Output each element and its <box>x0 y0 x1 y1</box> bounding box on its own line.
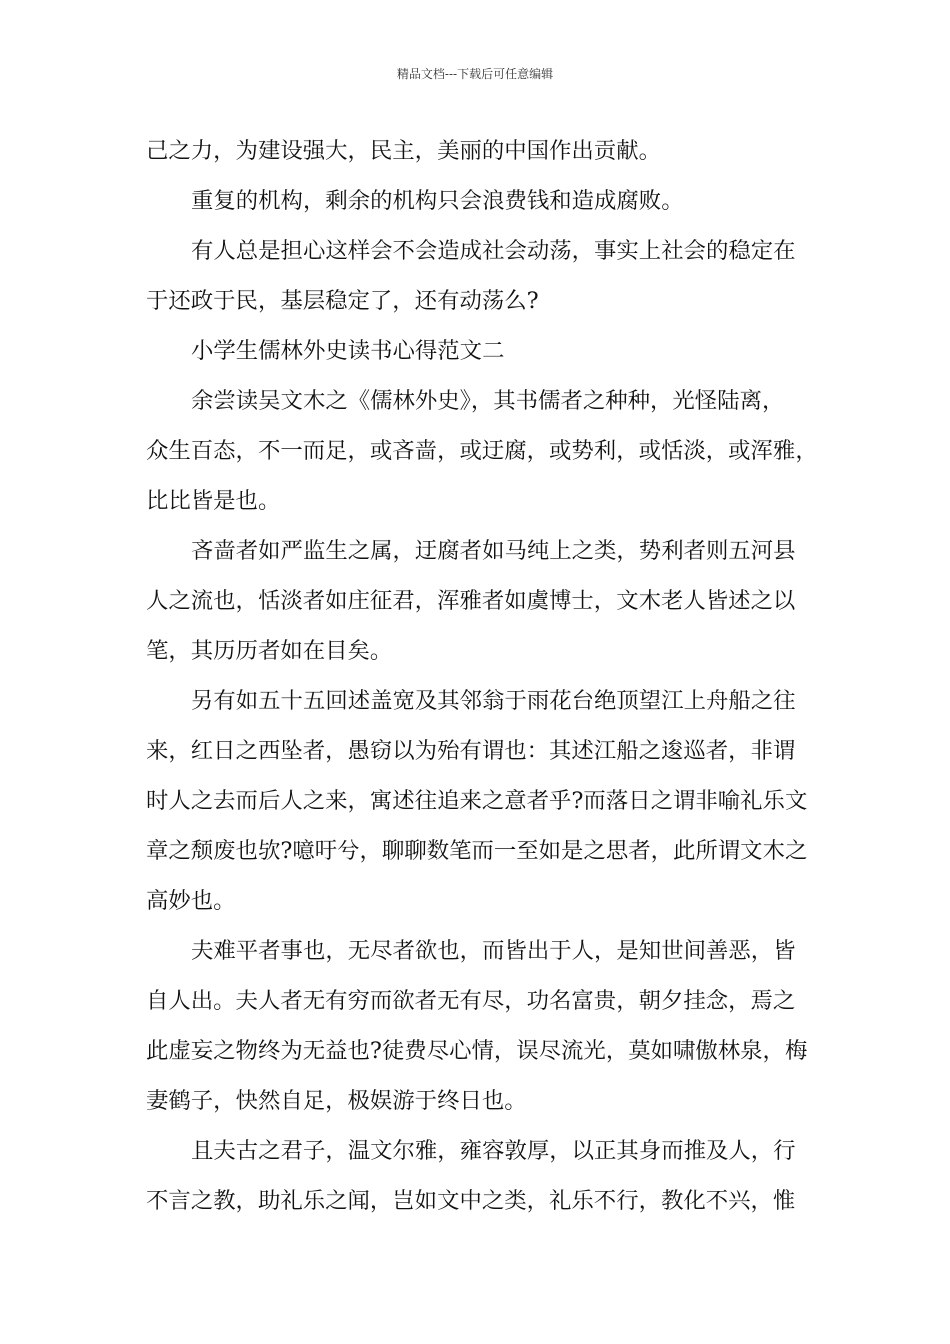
text-line: 不言之教，助礼乐之闻，岂如文中之类，礼乐不行，教化不兴，惟 <box>146 1188 796 1214</box>
text-line: 己之力，为建设强大，民主，美丽的中国作出贡献。 <box>146 138 661 164</box>
text-line: 自人出。夫人者无有穷而欲者无有尽，功名富贵，朝夕挂念，焉之 <box>146 988 796 1014</box>
text-line: 且夫古之君子，温文尔雅，雍容敦厚，以正其身而推及人，行 <box>191 1138 796 1164</box>
text-line: 笔，其历历者如在目矣。 <box>146 638 393 664</box>
text-line: 另有如五十五回述盖宽及其邻翁于雨花台绝顶望江上舟船之往 <box>191 688 796 714</box>
text-line: 有人总是担心这样会不会造成社会动荡，事实上社会的稳定在 <box>191 238 796 264</box>
text-line: 高妙也。 <box>146 888 236 914</box>
text-line: 吝啬者如严监生之属，迂腐者如马纯上之类，势利者则五河县 <box>191 538 796 564</box>
page-header: 精品文档---下载后可任意编辑 <box>396 67 554 81</box>
text-line: 人之流也，恬淡者如庄征君，浑雅者如虞博士，文木老人皆述之以 <box>146 588 796 614</box>
text-line: 余尝读吴文木之《儒林外史》，其书儒者之种种，光怪陆离， <box>191 388 785 414</box>
text-line: 重复的机构，剩余的机构只会浪费钱和造成腐败。 <box>191 188 684 214</box>
text-line: 时人之去而后人之来，寓述往追来之意者乎?而落日之谓非喻礼乐文 <box>146 788 808 814</box>
document-body <box>146 126 826 1226</box>
text-line: 小学生儒林外史读书心得范文二 <box>191 338 505 364</box>
text-line: 章之颓废也欤?噫吁兮，聊聊数笔而一至如是之思者，此所谓文木之 <box>146 838 808 864</box>
text-line: 比比皆是也。 <box>146 488 281 514</box>
text-line: 夫难平者事也，无尽者欲也，而皆出于人，是知世间善恶，皆 <box>191 938 796 964</box>
text-line: 妻鹤子，快然自足，极娱游于终日也。 <box>146 1088 527 1114</box>
text-line: 此虚妄之物终为无益也?徒费尽心情，误尽流光，莫如啸傲林泉，梅 <box>146 1038 808 1064</box>
text-line: 来，红日之西坠者，愚窃以为殆有谓也：其述江船之逡巡者，非谓 <box>146 738 796 764</box>
text-line: 于还政于民，基层稳定了，还有动荡么? <box>146 288 539 314</box>
text-line: 众生百态，不一而足，或吝啬，或迂腐，或势利，或恬淡，或浑雅， <box>146 438 818 464</box>
